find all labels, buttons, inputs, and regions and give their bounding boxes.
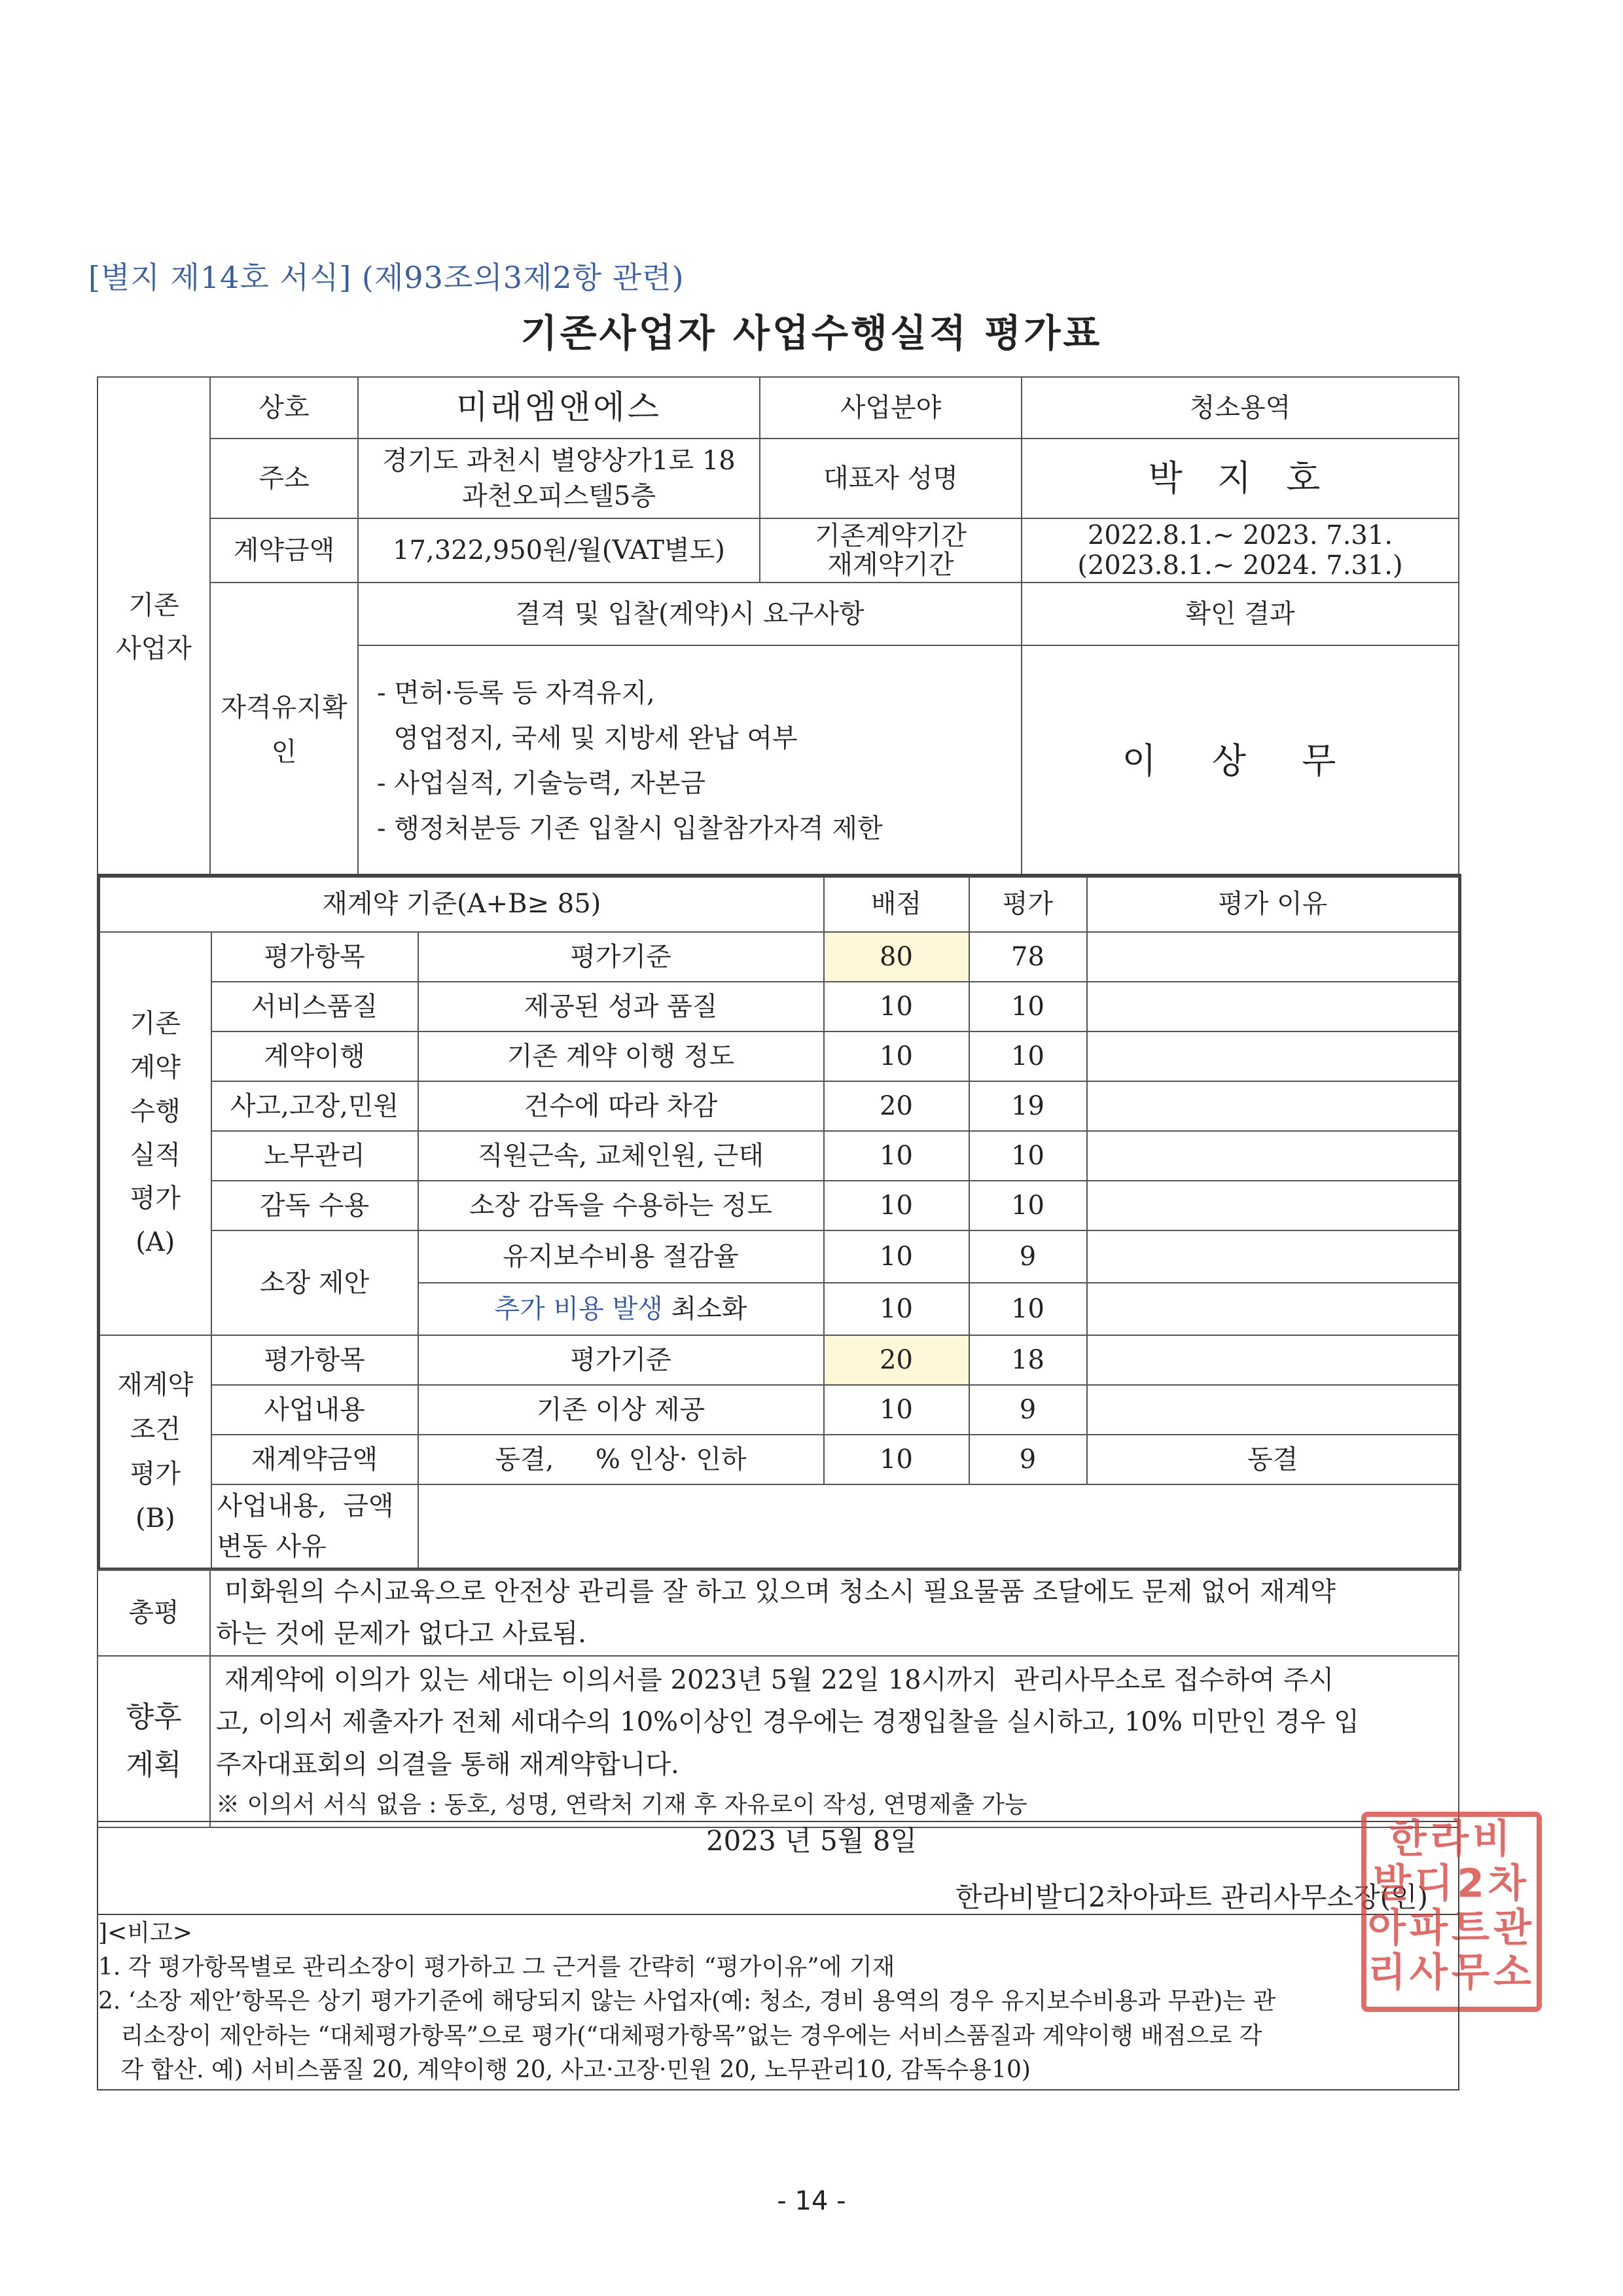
note-item: 2. ‘소장 제안’항목은 상기 평가기준에 해당되지 않는 사업자(예: 청소, 경비 용역의 경우 유지보수비용과 무관)는 관	[98, 1988, 1276, 2015]
document-title: 기존사업자 사업수행실적 평가표	[520, 311, 1103, 355]
requirement-item: - 행정처분등 기존 입찰시 입찰참가자격 제한	[377, 813, 883, 844]
period-value: 2022.8.1.~ 2023. 7.31. (2023.8.1.~ 2024. 7.31.)	[1022, 518, 1459, 583]
eval-score: 10	[824, 1283, 969, 1335]
eval-item: 노무관리	[211, 1131, 418, 1181]
evaluation-table	[97, 874, 1461, 1571]
office-signature: 한라비발디2차아파트 관리사무소장(인)	[955, 1881, 1428, 1913]
amount-value: 17,322,950원/월(VAT별도)	[358, 518, 760, 583]
requirements-header: 결격 및 입찰(계약)시 요구사항	[358, 583, 1022, 645]
eval-criteria: 제공된 성과 품질	[418, 982, 824, 1031]
eval-result: 19	[969, 1081, 1087, 1131]
summary-text: 미화원의 수시교육으로 안전상 관리를 잘 하고 있으며 청소시 필요물품 조달에도 문제 없어 재계약 하는 것에 문제가 없다고 사료됨.	[210, 1570, 1459, 1656]
eval-item: 사업내용	[211, 1385, 418, 1435]
eval-item: 서비스품질	[211, 982, 418, 1031]
change-reason-value	[418, 1484, 1460, 1570]
plan-text: 재계약에 이의가 있는 세대는 이의서를 2023년 5월 22일 18시까지 관리사무소로 접수하여 주시 고, 이의서 제출자가 전체 세대수의 10%이상인 경우에는 경쟁입찰을 실시하고, 10% 미만인 경우 입 주자대표회의 의결을 통해 재계약합니다. ※ 이의서 서식 없음 : 동호, 성명, 연락처 기재 후 자유로이 작성, 연명제출 가능	[210, 1656, 1459, 1827]
eval-item: 감독 수용	[211, 1181, 418, 1230]
eval-result: 10	[969, 1181, 1087, 1230]
summary-label: 총평	[98, 1570, 210, 1656]
rep-value: 박 지 호	[1022, 439, 1459, 518]
requirement-item: - 사업실적, 기술능력, 자본금	[377, 768, 706, 798]
criteria-rest: 최소화	[662, 1293, 747, 1324]
form-article-ref: (제93조의3제2항 관련)	[361, 260, 685, 295]
requirement-item: - 면허·등록 등 자격유지,	[377, 678, 655, 709]
eval-criteria: 평가기준	[418, 932, 824, 982]
change-reason-label: 사업내용, 금액 변동 사유	[211, 1484, 418, 1570]
section-existing-business: 기존 사업자	[98, 377, 210, 877]
qualification-label: 자격유지확 인	[210, 583, 358, 877]
address-label: 주소	[210, 439, 358, 518]
eval-score: 10	[824, 1031, 969, 1081]
eval-item: 계약이행	[211, 1031, 418, 1081]
eval-reason	[1087, 1131, 1460, 1181]
note-item: 각 합산. 예) 서비스품질 20, 계약이행 20, 사고·고장·민원 20, 노무관리10, 감독수용10)	[98, 2056, 1031, 2083]
eval-criteria: 기존 계약 이행 정도	[418, 1031, 824, 1081]
result-value: 이 상 무	[1022, 645, 1459, 877]
eval-reason	[1087, 1230, 1460, 1283]
notes-header: ]<비고>	[98, 1920, 192, 1946]
eval-result: 9	[969, 1435, 1087, 1484]
criteria-header: 재계약 기준(A+B≥ 85)	[99, 876, 824, 932]
address-value: 경기도 과천시 별양상가1로 18 과천오피스텔5층	[358, 439, 760, 518]
plan-label: 향후 계획	[98, 1656, 210, 1827]
eval-score: 10	[824, 1230, 969, 1283]
notes-section	[98, 1916, 1446, 2087]
eval-score: 10	[824, 1435, 969, 1484]
section-b-label: 재계약 조건 평가 (B)	[99, 1335, 211, 1570]
official-seal: 한라비 발디2차 아파트관 리사무소	[1361, 1812, 1542, 2012]
eval-reason	[1087, 1385, 1460, 1435]
eval-result: 10	[969, 1031, 1087, 1081]
eval-score: 20	[824, 1335, 969, 1385]
eval-criteria: 기존 이상 제공	[418, 1385, 824, 1435]
section-a-label: 기존 계약 수행 실적 평가 (A)	[99, 932, 211, 1335]
eval-reason	[1087, 1031, 1460, 1081]
name-label: 상호	[210, 377, 358, 439]
eval-result: 9	[969, 1230, 1087, 1283]
result-header: 확인 결과	[1022, 583, 1459, 645]
eval-score: 10	[824, 982, 969, 1031]
eval-item: 재계약금액	[211, 1435, 418, 1484]
page-number: - 14 -	[777, 2186, 846, 2216]
eval-result: 78	[969, 932, 1087, 982]
eval-item: 평가항목	[211, 932, 418, 982]
note-item: 1. 각 평가항목별로 관리소장이 평가하고 그 근거를 간략히 “평가이유”에 기재	[98, 1954, 895, 1981]
field-label: 사업분야	[760, 377, 1022, 439]
eval-criteria: 직원근속, 교체인원, 근태	[418, 1131, 824, 1181]
eval-result: 18	[969, 1335, 1087, 1385]
requirements-list	[358, 645, 1022, 877]
eval-result: 10	[969, 1131, 1087, 1181]
eval-item: 평가항목	[211, 1335, 418, 1385]
eval-score: 20	[824, 1081, 969, 1131]
form-number: [별지 제14호 서식]	[88, 260, 352, 295]
summary-plan-table	[97, 1569, 1459, 1828]
requirement-item: 영업정지, 국세 및 지방세 완납 여부	[377, 723, 798, 754]
eval-score: 10	[824, 1385, 969, 1435]
field-value: 청소용역	[1022, 377, 1459, 439]
eval-result: 10	[969, 982, 1087, 1031]
score-header: 배점	[824, 876, 969, 932]
reason-header: 평가 이유	[1087, 876, 1460, 932]
eval-criteria: 소장 감독을 수용하는 정도	[418, 1181, 824, 1230]
eval-criteria: 건수에 따라 차감	[418, 1081, 824, 1131]
note-item: 리소장이 제안하는 “대체평가항목”으로 평가(“대체평가항목”없는 경우에는 서비스품질과 계약이행 배점으로 각	[98, 2022, 1262, 2049]
eval-criteria: 유지보수비용 절감율	[418, 1230, 824, 1283]
eval-reason	[1087, 1181, 1460, 1230]
business-info-table	[97, 376, 1459, 878]
eval-reason	[1087, 932, 1460, 982]
eval-reason	[1087, 1283, 1460, 1335]
document-date: 2023 년 5월 8일	[705, 1825, 918, 1857]
eval-header: 평가	[969, 876, 1087, 932]
name-value: 미래엠앤에스	[358, 377, 760, 439]
eval-result: 10	[969, 1283, 1087, 1335]
eval-score: 80	[824, 932, 969, 982]
eval-criteria: 평가기준	[418, 1335, 824, 1385]
eval-result: 9	[969, 1385, 1087, 1435]
eval-reason	[1087, 1081, 1460, 1131]
eval-criteria	[418, 1283, 824, 1335]
amount-label: 계약금액	[210, 518, 358, 583]
proposal-item: 소장 제안	[211, 1230, 418, 1335]
eval-reason: 동결	[1087, 1435, 1460, 1484]
eval-item: 사고,고장,민원	[211, 1081, 418, 1131]
period-label: 기존계약기간 재계약기간	[760, 518, 1022, 583]
form-reference	[88, 254, 685, 297]
eval-score: 10	[824, 1131, 969, 1181]
eval-criteria: 동결, % 인상· 인하	[418, 1435, 824, 1484]
eval-reason	[1087, 1335, 1460, 1385]
eval-reason	[1087, 982, 1460, 1031]
criteria-highlight: 추가 비용 발생	[494, 1293, 663, 1324]
eval-score: 10	[824, 1181, 969, 1230]
rep-label: 대표자 성명	[760, 439, 1022, 518]
